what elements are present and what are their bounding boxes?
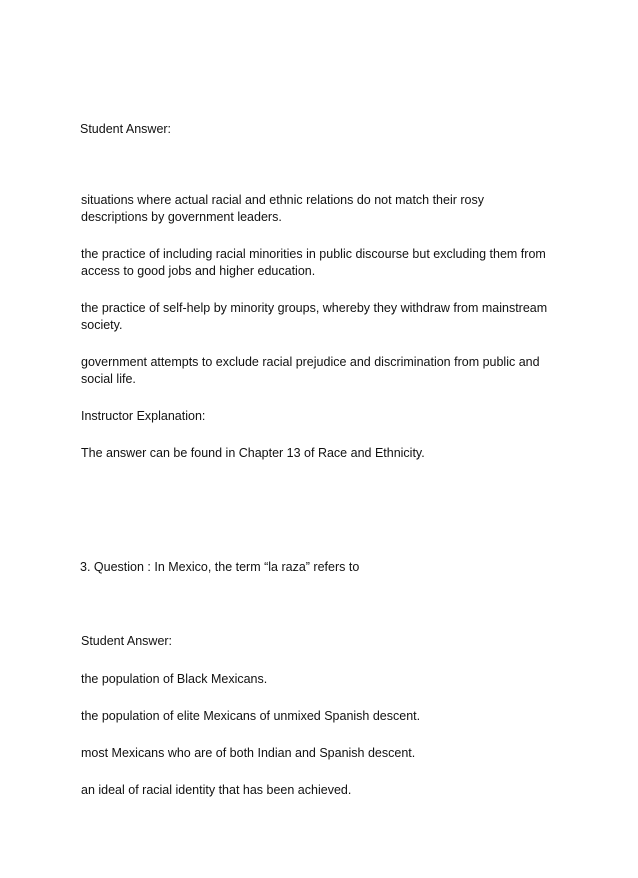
answer-option: government attempts to exclude racial prejudice and discrimination from public and social life. [81,355,540,386]
answer-option: situations where actual racial and ethnic relations do not match their rosy descriptions by government leaders. [81,193,484,224]
answer-option: an ideal of racial identity that has been achieved. [81,783,352,797]
instructor-explanation-text: The answer can be found in Chapter 13 of Race and Ethnicity. [81,446,425,460]
answer-option: the population of Black Mexicans. [81,672,268,686]
question-text: 3. Question : In Mexico, the term “la raza” refers to [80,560,360,574]
answer-option: the practice of self-help by minority groups, whereby they withdraw from mainstream society. [81,301,548,332]
answer-option: the population of elite Mexicans of unmixed Spanish descent. [81,709,421,723]
student-answer-label: Student Answer: [81,634,173,648]
answer-option: the practice of including racial minorities in public discourse but excluding them from access to good jobs and higher education. [81,247,546,278]
instructor-explanation-label: Instructor Explanation: [81,409,206,423]
student-answer-label: Student Answer: [80,122,172,136]
answer-option: most Mexicans who are of both Indian and Spanish descent. [81,746,416,760]
